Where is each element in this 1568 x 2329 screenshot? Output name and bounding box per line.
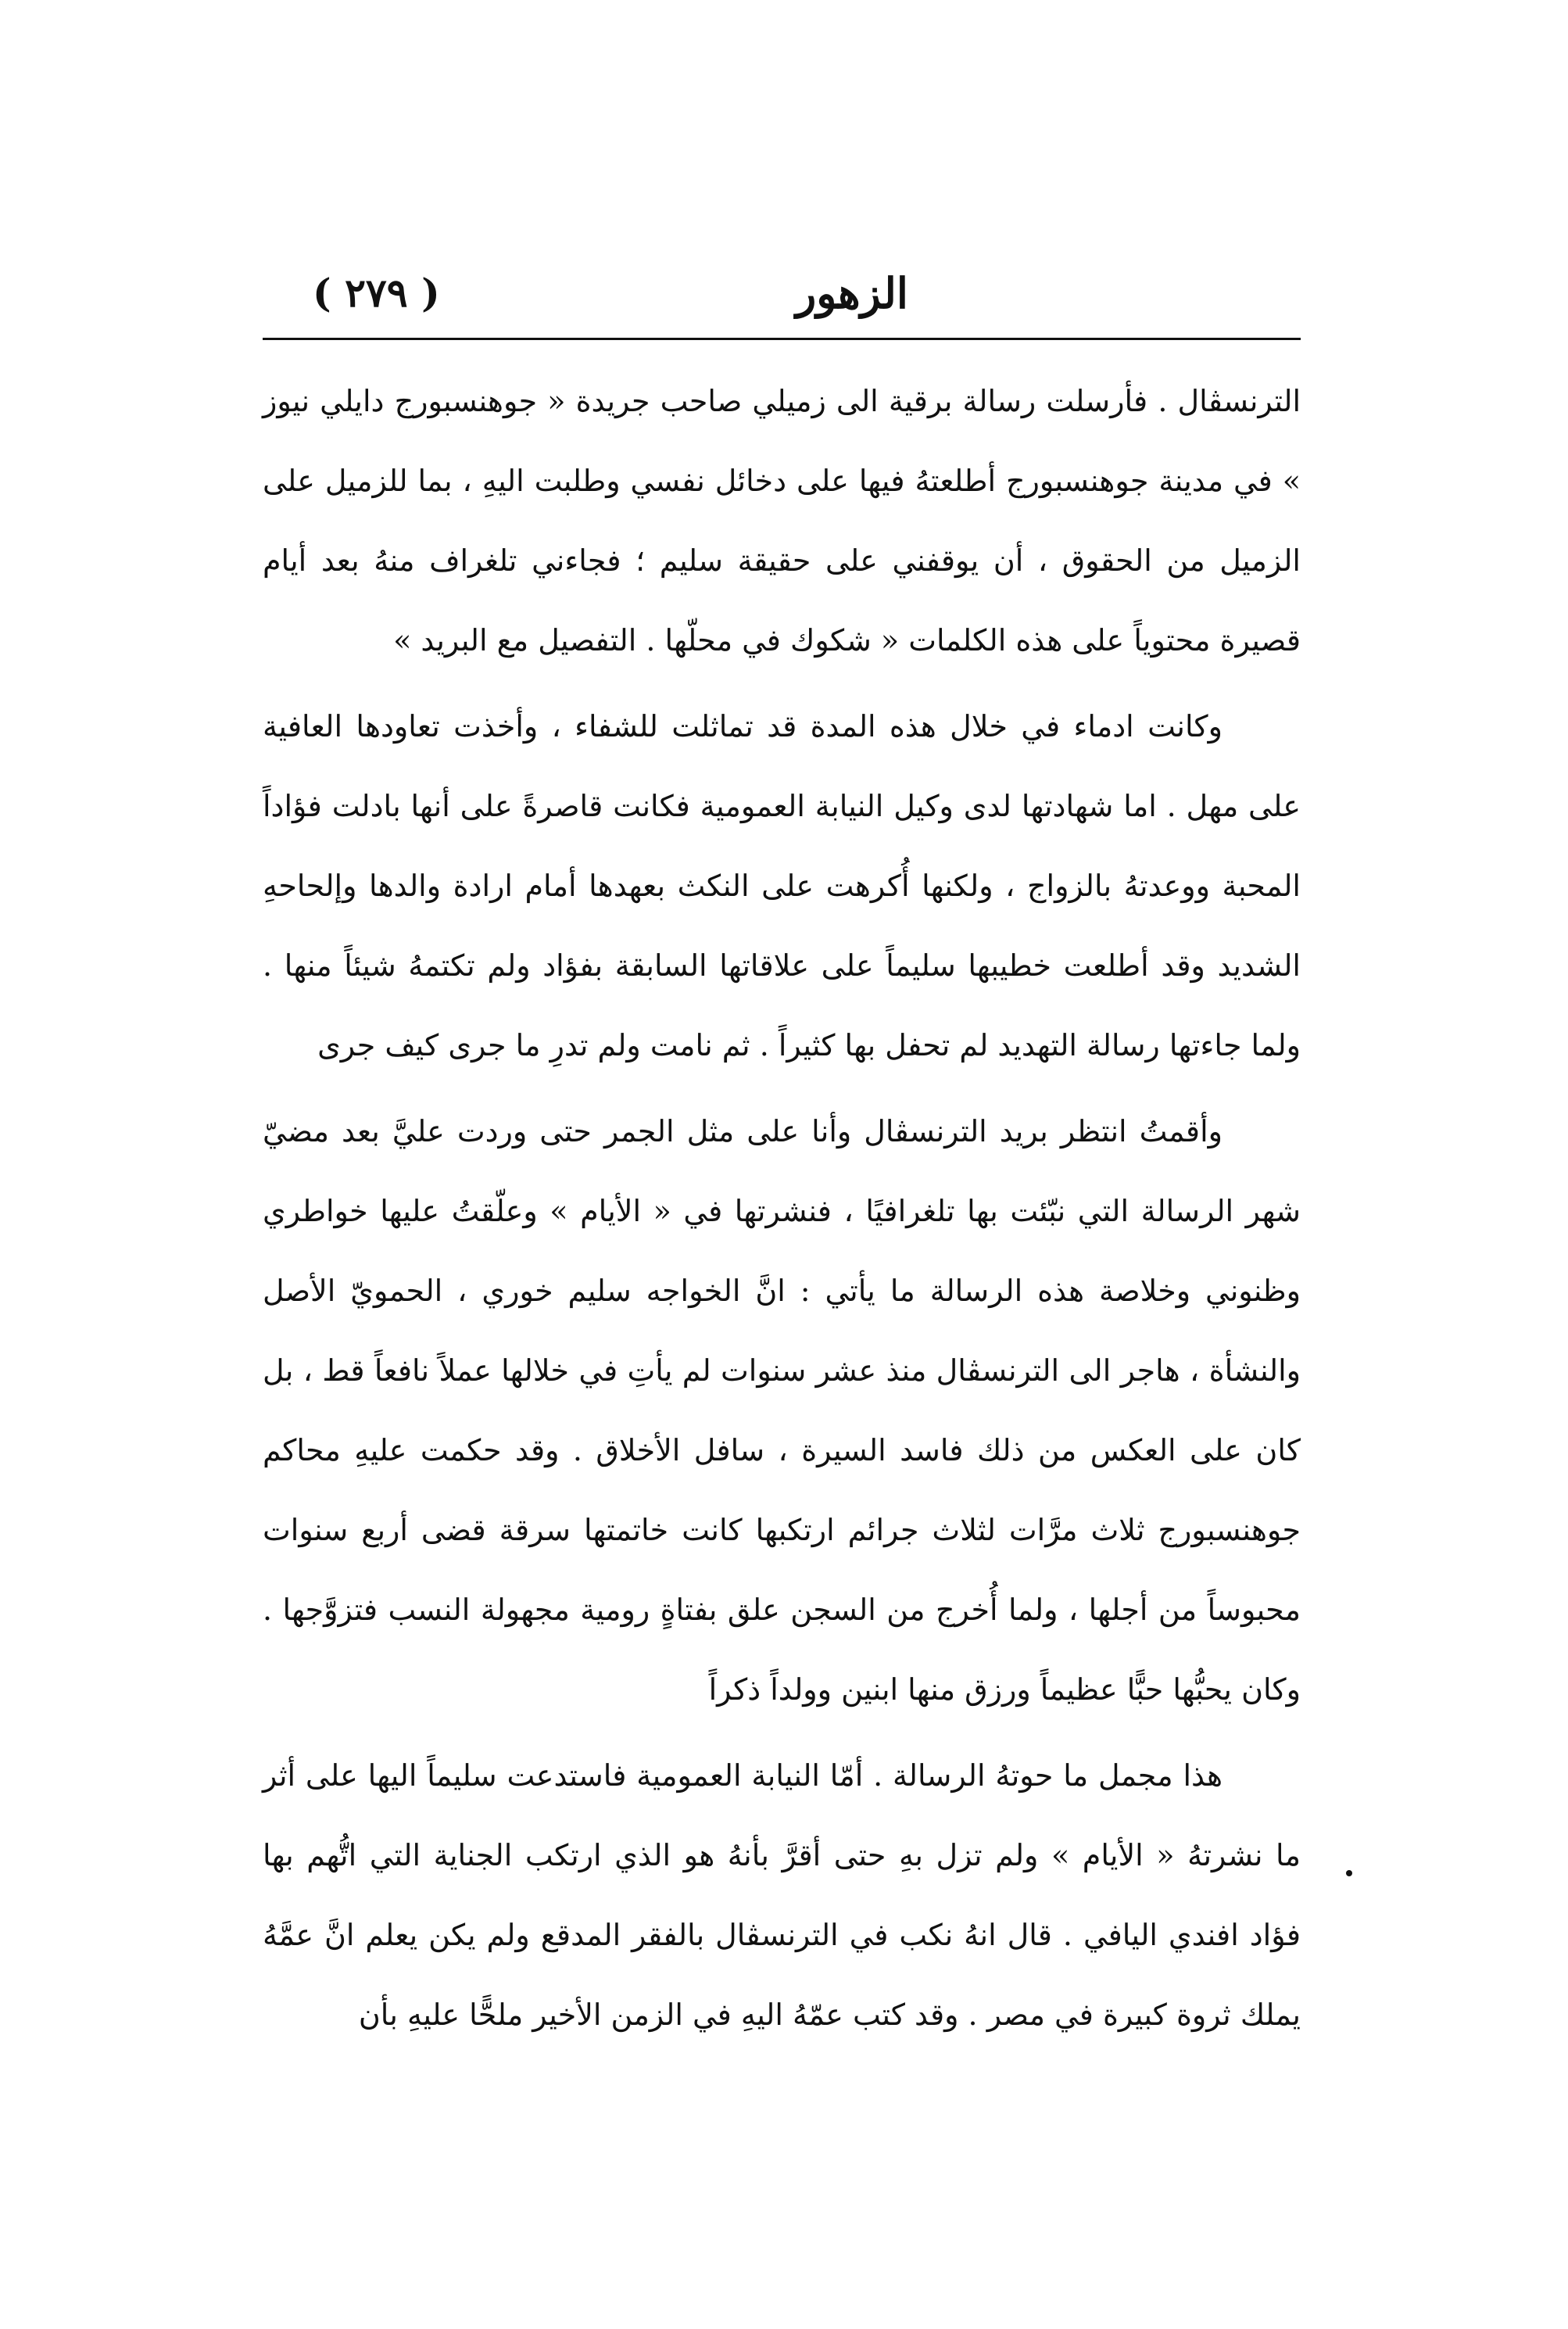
- running-header: [274, 258, 1282, 328]
- paragraph-2: وكانت ادماء في خلال هذه المدة قد تماثلت للشفاء ، وأخذت تعاودها العافية على مهل . اما شهادتها لدى وكيل النيابة العمومية فكانت قاصرةً على أنها بادلت فؤاداً المحبة ووعدتهُ بالزواج ، ولكنها أُكرهت على النكث بعهدها أمام ارادة والدها وإلحاحهِ الشديد وقد أطلعت خطيبها سليماً على علاقاتها السابقة بفؤاد ولم تكتمهُ شيئاً منها . ولما جاءتها رسالة التهديد لم تحفل بها كثيراً . ثم نامت ولم تدرِ ما جرى كيف جرى: [263, 709, 1301, 1062]
- header-title: الزهور: [796, 268, 908, 318]
- paragraph-3: وأقمتُ انتظر بريد الترنسڤال وأنا على مثل الجمر حتى وردت عليَّ بعد مضيّ شهر الرسالة التي نبّئت بها تلغرافيًا ، فنشرتها في « الأيام » وعلّقتُ عليها خواطري وظنوني وخلاصة هذه الرسالة ما يأتي : انَّ الخواجه سليم خوري ، الحمويّ الأصل والنشأة ، هاجر الى الترنسڤال منذ عشر سنوات لم يأتِ في خلالها عملاً نافعاً قط ، بل كان على العكس من ذلك فاسد السيرة ، سافل الأخلاق . وقد حكمت عليهِ محاكم جوهنسبورج ثلاث مرَّات لثلاث جرائم ارتكبها كانت خاتمتها سرقة قضى أربع سنوات محبوساً من أجلها ، ولما أُخرج من السجن علق بفتاةٍ رومية مجهولة النسب فتزوَّجها . وكان يحبُّها حبًّا عظيماً ورزق منها ابنين وولداً ذكراً: [263, 1114, 1301, 1707]
- header-rule: [263, 338, 1301, 340]
- body-text: [263, 361, 1301, 2055]
- paragraph-1: الترنسڤال . فأرسلت رسالة برقية الى زميلي صاحب جريدة « جوهنسبورج دايلي نيوز » في مدينة جوهنسبورج أطلعتهُ فيها على دخائل نفسي وطلبت اليهِ ، بما للزميل على الزميل من الحقوق ، أن يوقفني على حقيقة سليم ؛ فجاءني تلغراف منهُ بعد أيام قصيرة محتوياً على هذه الكلمات « شكوك في محلّها . التفصيل مع البريد »: [263, 384, 1301, 657]
- margin-mark: [1346, 1870, 1352, 1876]
- page-number: ( ٢٧٩ ): [313, 270, 440, 316]
- paragraph-4: هذا مجمل ما حوتهُ الرسالة . أمّا النيابة العمومية فاستدعت سليماً اليها على أثر ما نشرتهُ « الأيام » ولم تزل بهِ حتى أقرَّ بأنهُ هو الذي ارتكب الجناية التي اتُّهم بها فؤاد افندي اليافي . قال انهُ نكب في الترنسڤال بالفقر المدقع ولم يكن يعلم انَّ عمَّهُ يملك ثروة كبيرة في مصر . وقد كتب عمّهُ اليهِ في الزمن الأخير ملحًّا عليهِ بأن: [263, 1758, 1301, 2032]
